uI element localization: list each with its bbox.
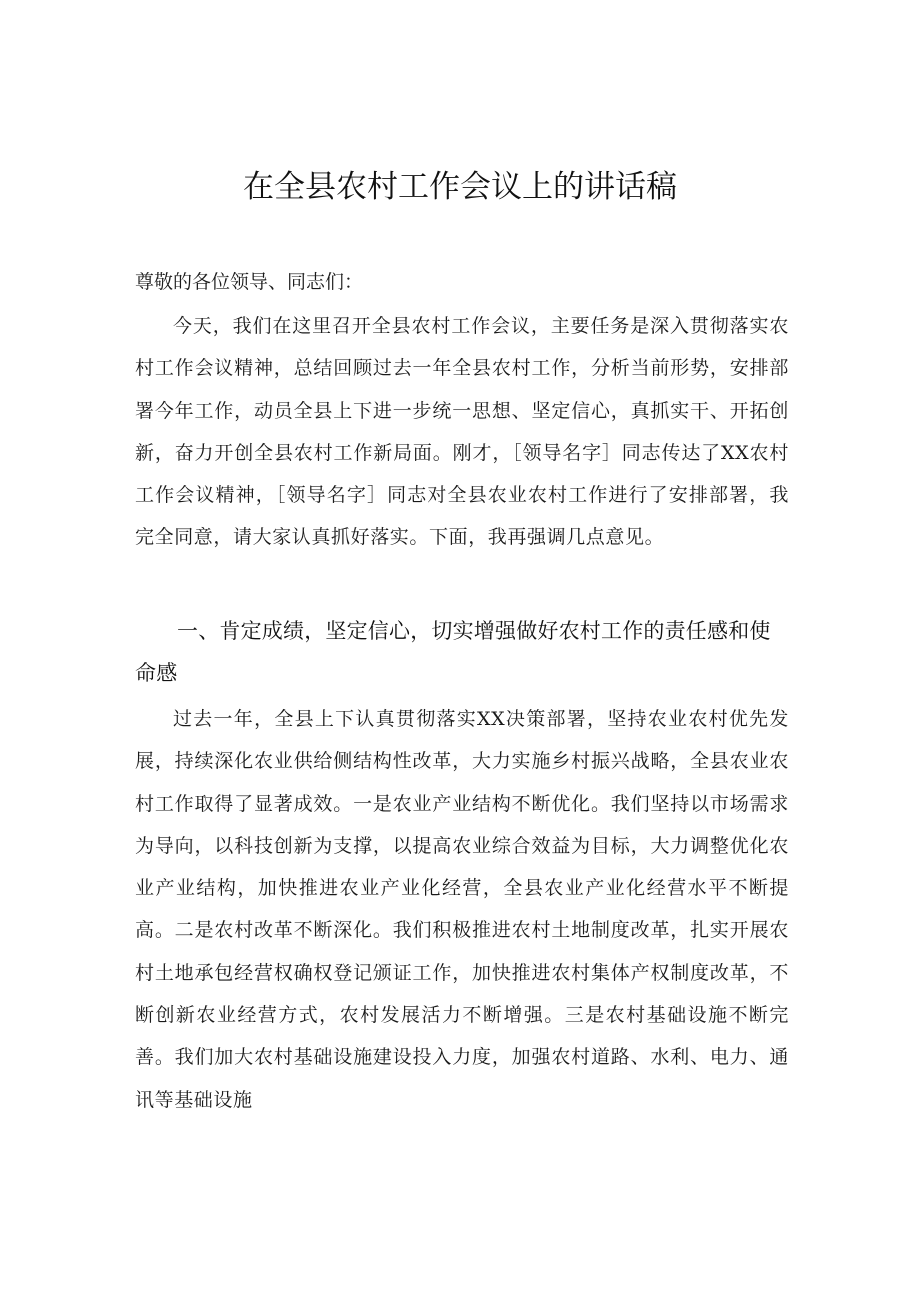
document-title: 在全县农村工作会议上的讲话稿 xyxy=(243,169,677,205)
body-paragraph: 过去一年，全县上下认真贯彻落实XX决策部署，坚持农业农村优先发展，持续深化农业供给侧结构性改革，大力实施乡村振兴战略，全县农业农村工作取得了显著成效。一是农业产业结构不断优化。我们坚持以市场需求为导向，以科技创新为支撑，以提高农业综合效益为目标，大力调整优化农业产业结构，加快推进农业产业化经营，全县农业产业化经营水平不断提高。二是农村改革不断深化。我们积极推进农村土地制度改革，扎实开展农村土地承包经营权确权登记颁证工作，加快推进农村集体产权制度改革，不断创新农业经营方式，农村发展活力不断增强。三是农村基础设施不断完善。我们加大农村基础设施建设投入力度，加强农村道路、水利、电力、通讯等基础设施 xyxy=(135,708,789,1111)
opening-paragraph: 今天，我们在这里召开全县农村工作会议，主要任务是深入贯彻落实农村工作会议精神，总结回顾过去一年全县农村工作，分析当前形势，安排部署今年工作，动员全县上下进一步统一思想、坚定信心，真抓实干、开拓创新，奋力开创全县农村工作新局面。刚才，［领导名字］同志传达了XX农村工作会议精神，［领导名字］同志对全县农业农村工作进行了安排部署，我完全同意，请大家认真抓好落实。下面，我再强调几点意见。 xyxy=(135,315,789,549)
salutation: 尊敬的各位领导、同志们： xyxy=(135,271,364,293)
section-heading-1: 一、肯定成绩，坚定信心，切实增强做好农村工作的责任感和使命感 xyxy=(135,619,771,685)
